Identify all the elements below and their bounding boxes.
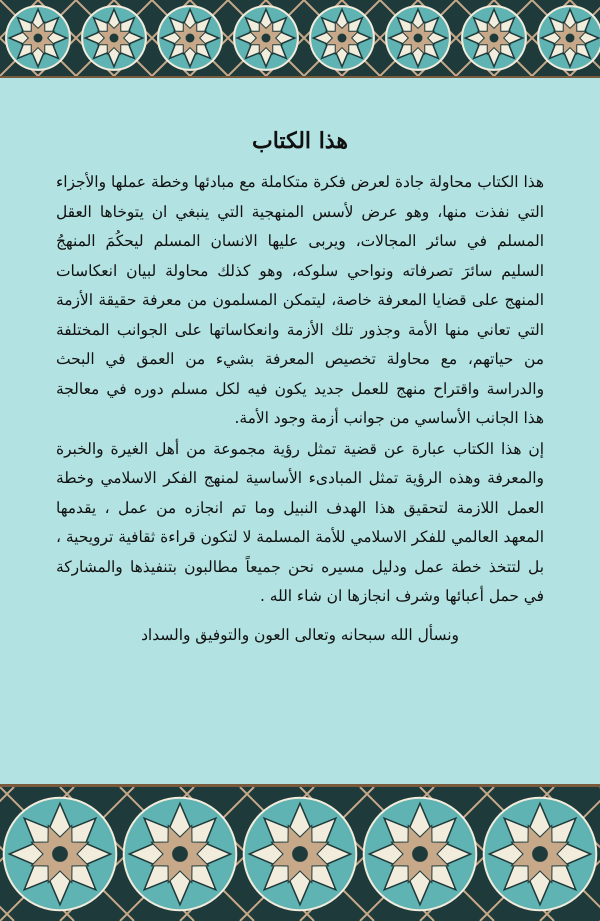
bottom-ornament-band [0, 784, 600, 921]
ornament-center [412, 846, 428, 862]
ornament-center [172, 846, 188, 862]
ornament-center [34, 34, 43, 43]
ornament-center [186, 34, 195, 43]
top-ornament-band [0, 0, 600, 78]
paragraph-1: هذا الكتاب محاولة جادة لعرض فكرة متكاملة مع مبادئها وخطة عملها والأجزاء التي نفذت منها، وهو عرض لأسس المنهجية التي ينبغي ان يتوخاها العقل المسلم في سائر المجالات، ويربى عليها الانسان المسلم ليحكُمَ المنهجُ السليم سائرَ تصرفاته ونواحي سلوكه، وهو كذلك محاولة لبيان انعكاسات المنهج على قضايا المعرفة خاصة، ليتمكن المسلمون من معرفة حقيقة الأزمة التي تعاني منها الأمة وجذور تلك الأزمة وانعكاساتها على الجوانب المختلفة من حياتهم، مع محاولة تخصيص المعرفة بشيء من العمق في البحث والدراسة واقتراح منهج للعمل جديد يكون فيه لكل مسلم دوره في معالجة هذا الجانب الأساسي من جوانب أزمة وجود الأمة. [56, 173, 544, 427]
page-title: هذا الكتاب [252, 128, 348, 154]
paragraph-2: إن هذا الكتاب عبارة عن قضية تمثل رؤية مجموعة من أهل الغيرة والخبرة والمعرفة وهذه الرؤية تمثل المبادىء الأساسية لمنهج الفكر الاسلامي وخطة العمل اللازمة لتحقيق هذا الهدف النبيل وما تم انجازه من عمل ، يقدمها المعهد العالمي للفكر الاسلامي للأمة المسلمة لا لتكون قراءة ثقافية ترويحية ، بل لتتخذ خطة عمل ودليل مسيره نحن جميعاً مطالبون بتنفيذها والمشاركة في حمل أعبائها وشرف انجازها ان شاء الله . [56, 439, 544, 605]
ornament-center [52, 846, 68, 862]
ornament-center [338, 34, 347, 43]
closing-prayer: ونسأل الله سبحانه وتعالى العون والتوفيق والسداد [141, 625, 459, 644]
ornament-center [110, 34, 119, 43]
ornament-center [566, 34, 575, 43]
ornament-center [262, 34, 271, 43]
ornament-center [532, 846, 548, 862]
ornament-center [490, 34, 499, 43]
ornament-center [292, 846, 308, 862]
ornament-center [414, 34, 423, 43]
book-back-cover-text [56, 110, 544, 644]
